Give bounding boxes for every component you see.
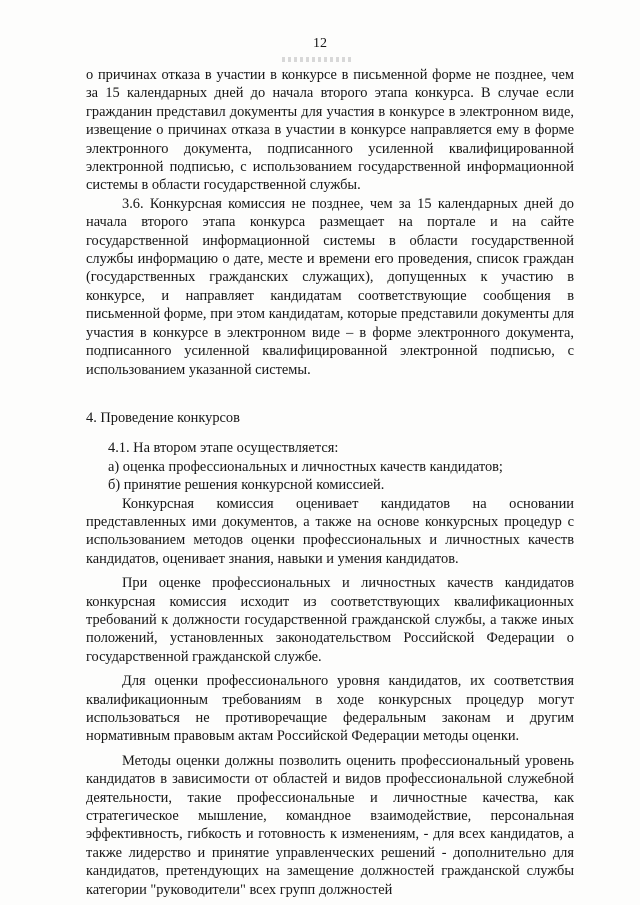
paragraph-commission-evaluates: Конкурсная комиссия оценивает кандидатов на основании представленных ими документов, а также на основе конкурсных процедур с использованием методов оценки профессиональных и личностных качеств кандидатов, оценивает знания, навыки и умения кандидатов. <box>86 495 574 567</box>
paragraph-refusal-notice: о причинах отказа в участии в конкурсе в письменной форме не позднее, чем за 15 календарных дней до начала второго этапа конкурса. В случае если гражданин представил документы для участия в конкурсе в электронном виде, извещение о причинах отказа в участии в конкурсе направляется ему в форме электронного документа, подписанного усиленной квалифицированной электронной подписью, с использованием государственной информационной системы в области государственной службы. <box>86 67 574 194</box>
list-item-b: б) принятие решения конкурсной комиссией. <box>108 477 385 494</box>
paragraph-3-6: 3.6. Конкурсная комиссия не позднее, чем за 15 календарных дней до начала второго этапа конкурса размещает на портале и на сайте государственной информационной системы в области государственной службы информацию о дате, месте и времени его проведения, список граждан (государственных гражданских служащих), допущенных к участию в конкурсе, и направляет кандидатам соответствующие сообщения в письменной форме, при этом кандидатам, которые представили документы для участия в конкурсе в электронном виде – в форме электронного документа, подписанного усиленной квалифицированной электронной подписью, с использованием указанной системы. <box>86 195 574 378</box>
paragraph-evaluation-basis: При оценке профессиональных и личностных качеств кандидатов конкурсная комиссия исходит из соответствующих квалификационных требований к должности государственной гражданской службы, а также иных положений, установленных законодательством Российской Федерации о государственной гражданской службе. <box>86 575 574 665</box>
list-item-a: а) оценка профессиональных и личностных качеств кандидатов; <box>108 458 503 475</box>
paragraph-assessment-methods-usage: Для оценки профессионального уровня кандидатов, их соответствия квалификационным требованиям в ходе конкурсных процедур могут использоваться не противоречащие федеральным законам и другим нормативным правовым актам Российской Федерации методы оценки. <box>86 673 574 745</box>
document-body <box>86 66 574 899</box>
faint-stamp-mark <box>282 57 352 62</box>
paragraph-assessment-methods-scope: Методы оценки должны позволить оценить профессиональный уровень кандидатов в зависимости от областей и видов профессиональной служебной деятельности, такие профессиональные и личностные качества, как стратегическое мышление, командное взаимодействие, персональная эффективность, гибкость и готовность к изменениям, - для всех кандидатов, а также лидерство и принятие управленческих решений - дополнительно для кандидатов, претендующих на замещение должностей гражданской службы категории "руководители" всех групп должностей <box>86 752 574 898</box>
paragraph-4-1: 4.1. На втором этапе осуществляется: <box>108 440 339 457</box>
page-number: 12 <box>313 36 327 51</box>
section-heading: 4. Проведение конкурсов <box>86 409 240 426</box>
